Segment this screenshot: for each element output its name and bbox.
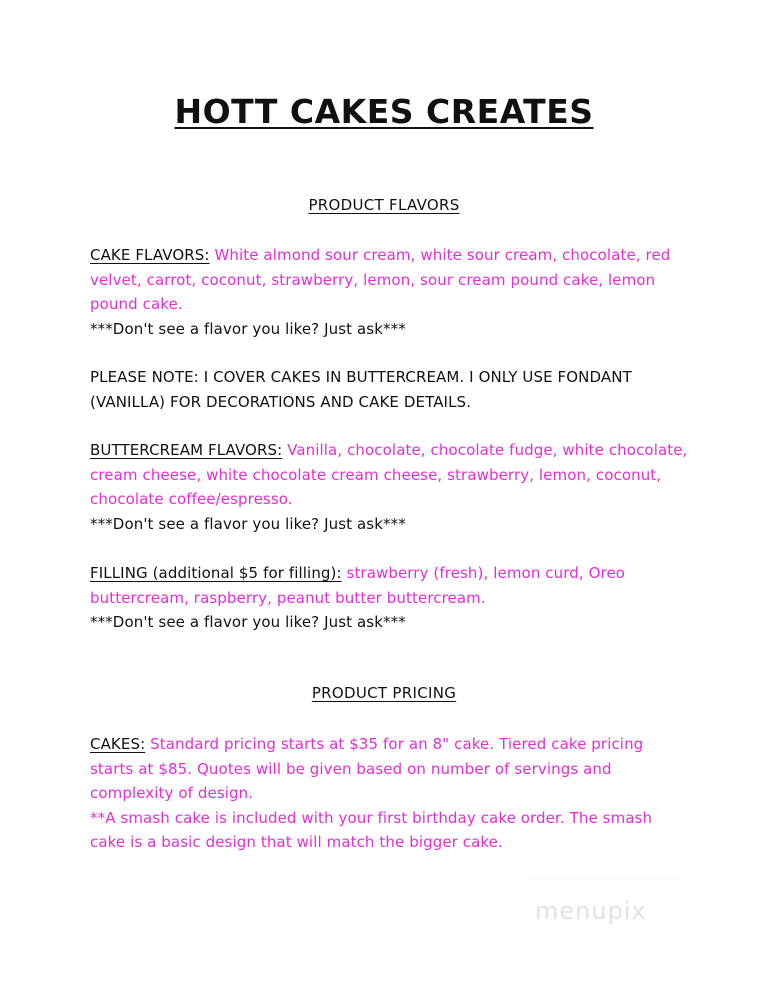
cakes-pricing-block [90,732,690,855]
smash-cake-note: **A smash cake is included with your first birthday cake order. The smash cake is a basic design that will match the bigger cake. [90,808,653,851]
buttercream-flavors-note: ***Don't see a flavor you like? Just ask*** [90,514,406,533]
buttercream-flavors-list: Vanilla, chocolate, chocolate fudge, white chocolate, cream cheese, white chocolate cream cheese, strawberry, lemon, coconut, chocolate coffee/espresso. [90,441,688,508]
filling-note: ***Don't see a flavor you like? Just ask*** [90,613,406,631]
watermark: menupix [535,897,647,925]
watermark-decoration [530,878,680,887]
product-flavors-heading: PRODUCT FLAVORS [308,196,460,214]
buttercream-flavors-block [90,438,690,536]
please-note-block: PLEASE NOTE: I COVER CAKES IN BUTTERCREAM. I ONLY USE FONDANT (VANILLA) FOR DECORATIONS AND CAKE DETAILS. [90,368,632,411]
buttercream-flavors-label: BUTTERCREAM FLAVORS: [90,441,283,459]
cakes-pricing-label: CAKES: [90,735,146,753]
cake-flavors-note: ***Don't see a flavor you like? Just ask*** [90,319,406,338]
filling-list: strawberry (fresh), lemon curd, Oreo buttercream, raspberry, peanut butter buttercream. [90,564,626,607]
cakes-pricing-text: Standard pricing starts at $35 for an 8" cake. Tiered cake pricing starts at $85. Quotes will be given based on number of servings and complexity of design. [90,735,644,802]
product-pricing-heading: PRODUCT PRICING [311,684,457,702]
cake-flavors-list: White almond sour cream, white sour cream, chocolate, red velvet, carrot, coconut, strawberry, lemon, sour cream pound cake, lemon pound cake. [90,246,671,313]
cake-flavors-label: CAKE FLAVORS: [90,246,210,264]
filling-block [90,561,690,635]
page-title: HOTT CAKES CREATES [174,92,594,131]
filling-label: FILLING (additional $5 for filling): [90,564,342,582]
cake-flavors-block [90,243,690,341]
